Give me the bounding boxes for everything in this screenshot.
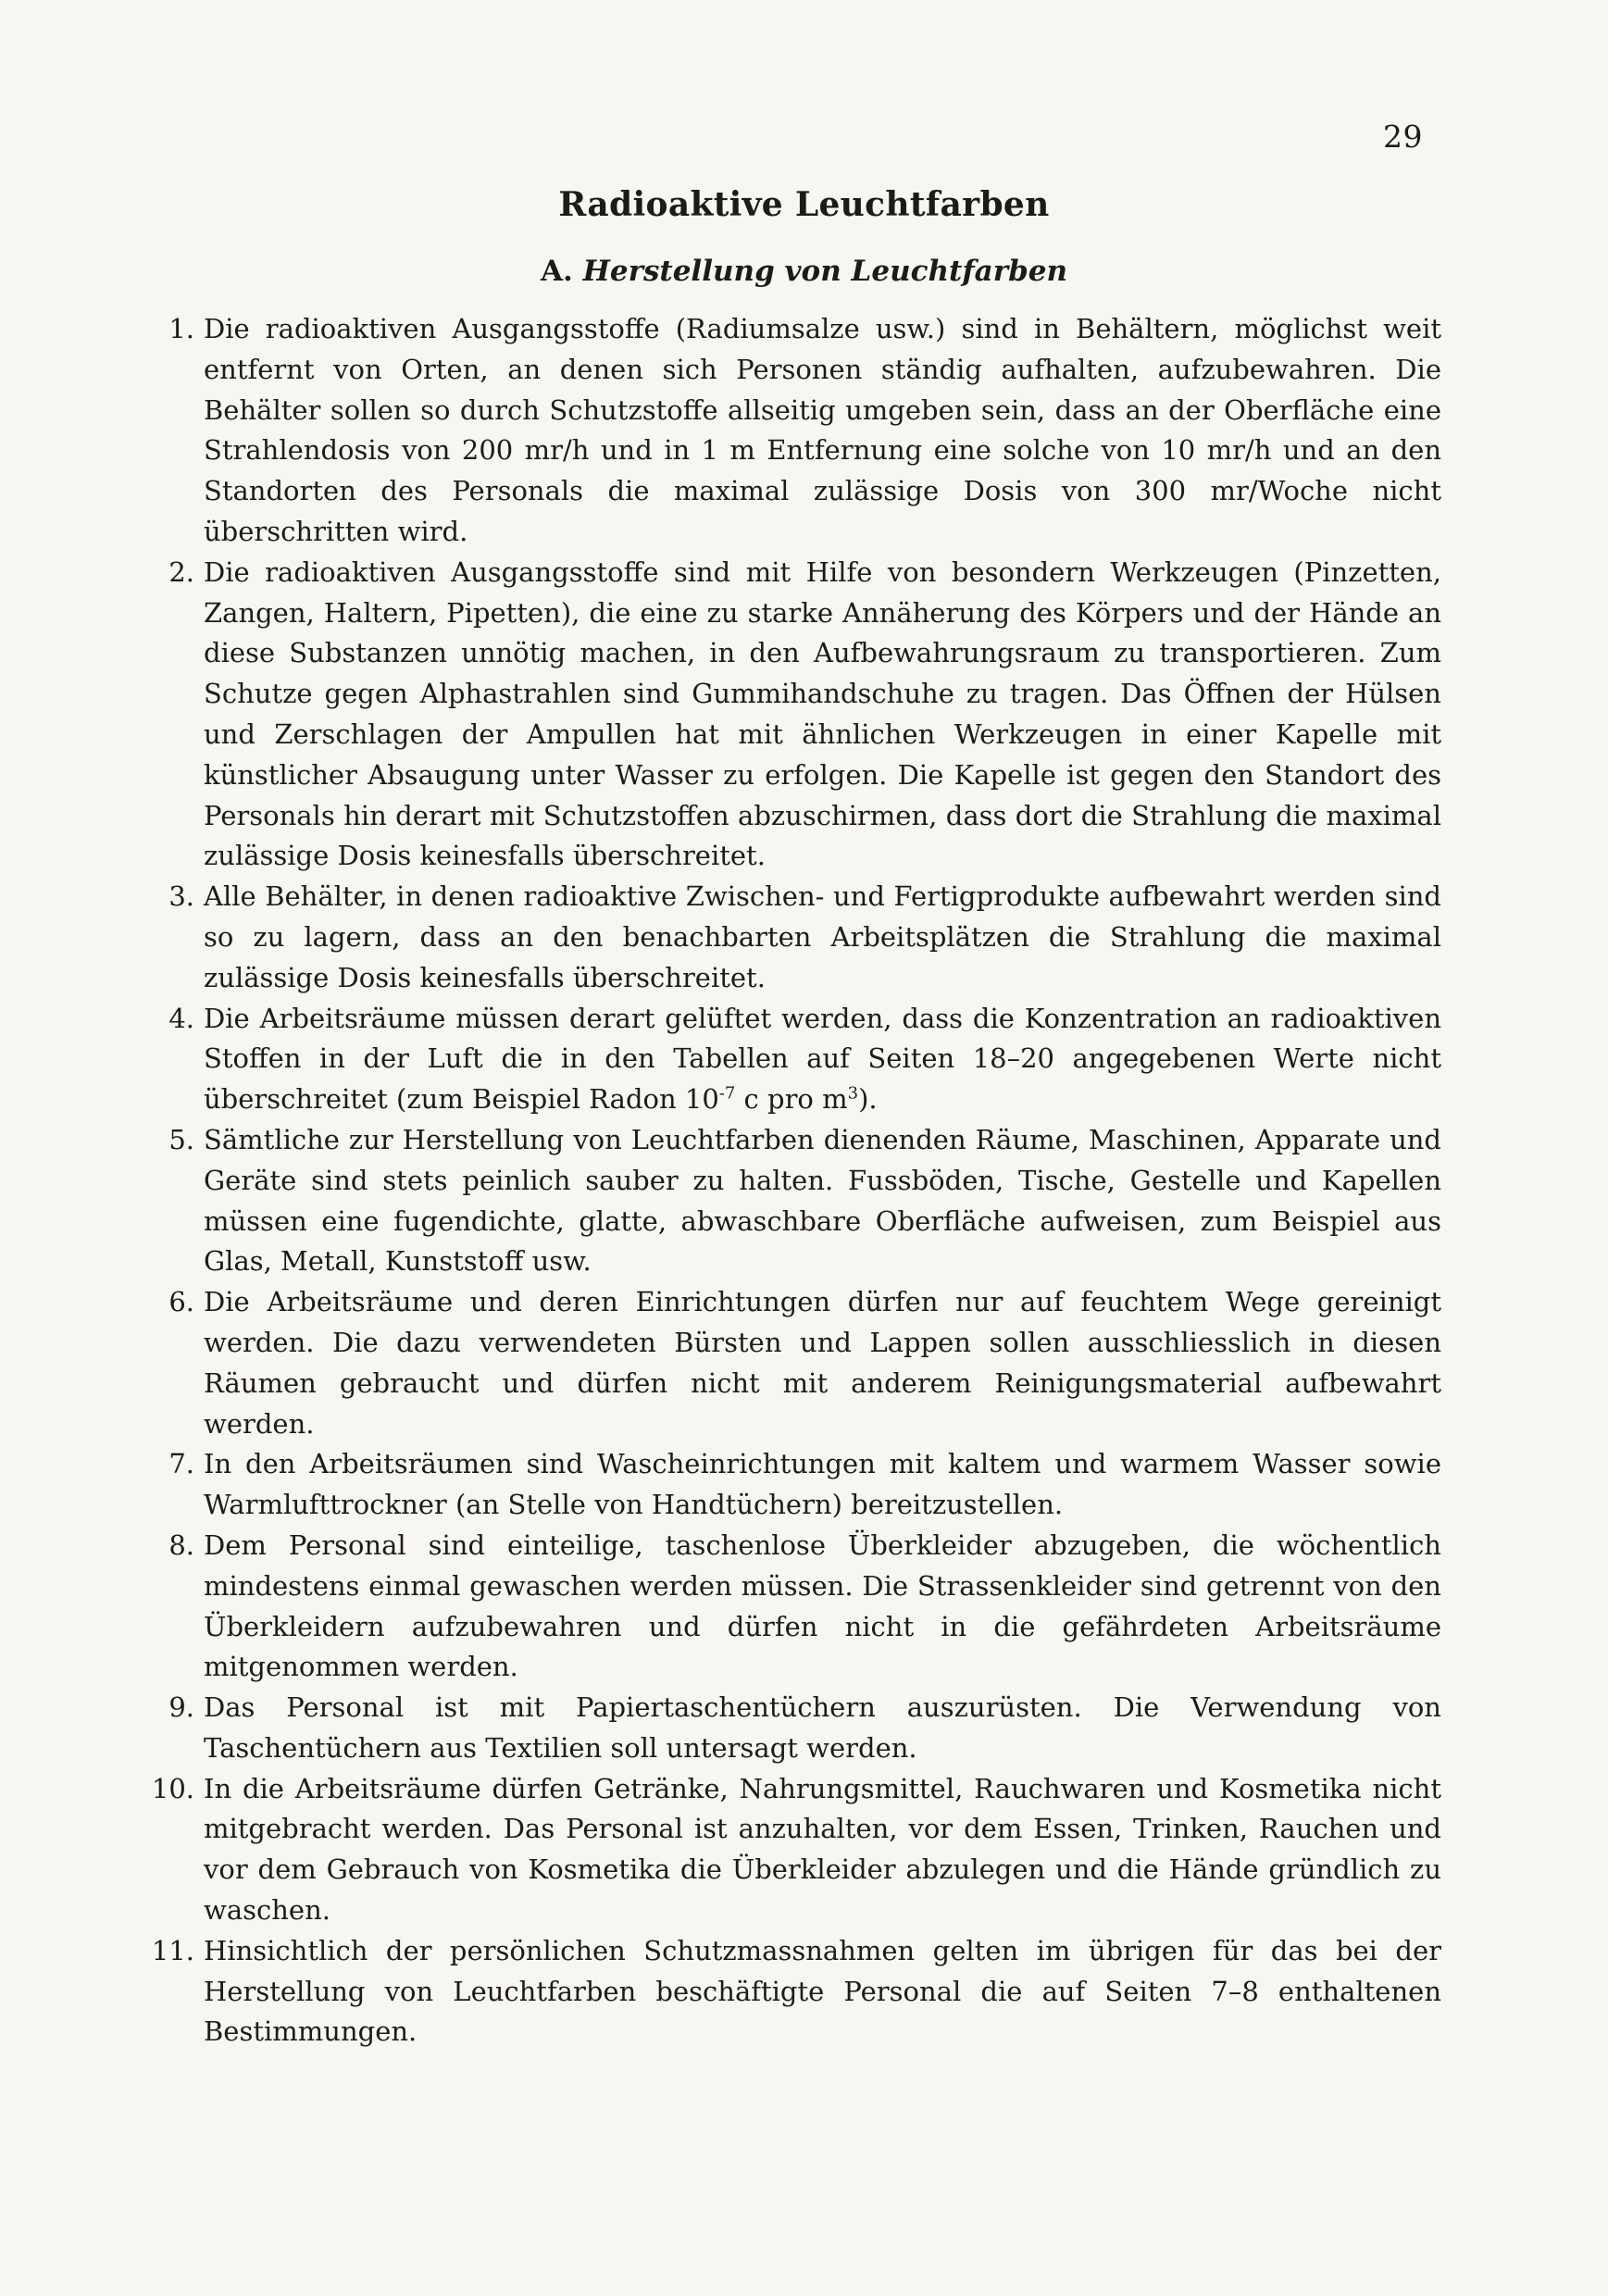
section-subtitle — [0, 255, 1608, 288]
rule-number: 4. — [168, 1002, 194, 1034]
rule-item — [157, 309, 1441, 553]
rules-list — [151, 309, 1441, 2053]
rule-item — [157, 877, 1441, 998]
rule-text: Die radioaktiven Ausgangsstoffe sind mit Hilfe von besondern Werkzeugen (Pinzetten, Zangen, Haltern, Pipetten), die eine zu starke Annäherung des Körpers und der Hände an diese Substanzen unnötig machen, in den Aufbewahrungsraum zu transportieren. Zum Schutze gegen Alphastrahlen sind Gummihandschuhe zu tragen. Das Öffnen der Hülsen und Zerschlagen der Ampullen hat mit ähnlichen Werkzeugen in einer Kapelle mit künstlicher Absaugung unter Wasser zu erfolgen. Die Kapelle ist gegen den Standort des Personals hin derart mit Schutzstoffen abzuschirmen, dass dort die Strahlung die maximal zulässige Dosis keinesfalls überschreitet. — [204, 555, 1441, 872]
page-number: 29 — [1383, 119, 1423, 155]
rule-item — [157, 999, 1441, 1120]
rule-text: Das Personal ist mit Papiertaschentüchern auszurüsten. Die Verwendung von Taschentüchern aus Textilien soll untersagt werden. — [204, 1691, 1441, 1764]
rule-text — [204, 999, 1441, 1120]
rule-text: Die radioaktiven Ausgangsstoffe (Radiumsalze usw.) sind in Behältern, möglichst weit entfernt von Orten, an denen sich Personen ständig aufhalten, aufzubewahren. Die Behälter sollen so durch Schutzstoffe allseitig umgeben sein, dass an der Oberfläche eine Strahlendosis von 200 mr/h und in 1 m Entfernung eine solche von 10 mr/h und an den Standorten des Personals die maximal zulässige Dosis von 300 mr/Woche nicht überschritten wird. — [204, 313, 1441, 547]
rule-text: In den Arbeitsräumen sind Wascheinrichtungen mit kaltem und warmem Wasser sowie Warmlufttrockner (an Stelle von Handtüchern) bereitzustellen. — [204, 1448, 1441, 1521]
exponent: -7 — [718, 1083, 736, 1104]
rule-number: 9. — [168, 1691, 194, 1724]
rule-item — [157, 1282, 1441, 1444]
rule-text: Hinsichtlich der persönlichen Schutzmassnahmen gelten im übrigen für das bei der Herstellung von Leuchtfarben beschäftigte Personal die auf Seiten 7–8 enthaltenen Bestimmungen. — [204, 1934, 1441, 2048]
rule-item — [151, 1931, 1441, 2053]
rule-item — [151, 1769, 1441, 1931]
rule-text-part: c pro m — [735, 1083, 848, 1116]
section-heading: Herstellung von Leuchtfarben — [582, 255, 1068, 288]
rule-number: 3. — [168, 880, 194, 913]
rule-item — [157, 1688, 1441, 1769]
rule-text: Dem Personal sind einteilige, taschenlose Überkleider abzugeben, die wöchentlich mindestens einmal gewaschen werden müssen. Die Strassenkleider sind getrennt von den Überkleidern aufzubewahren und dürfen nicht in die gefährdeten Arbeitsräume mitgenommen werden. — [204, 1529, 1441, 1683]
rule-item — [157, 1120, 1441, 1282]
rule-text-part: ). — [858, 1083, 878, 1116]
rule-item — [157, 1444, 1441, 1526]
rule-number: 5. — [168, 1123, 194, 1155]
rule-item — [157, 553, 1441, 877]
rule-text-part: Die Arbeitsräume müssen derart gelüftet werden, dass die Konzentration an radioaktiven Stoffen in der Luft die in den Tabellen auf Seiten 18–20 angegebenen Werte nicht überschreitet (zum Beispiel Radon 10 — [204, 1002, 1441, 1116]
rule-item — [157, 1526, 1441, 1688]
section-letter: A. — [540, 255, 573, 288]
rule-number: 8. — [168, 1529, 194, 1561]
rule-number: 10. — [151, 1772, 194, 1804]
page-title: Radioaktive Leuchtfarben — [558, 185, 1050, 224]
rule-text: In die Arbeitsräume dürfen Getränke, Nahrungsmittel, Rauchwaren und Kosmetika nicht mitgebracht werden. Das Personal ist anzuhalten, vor dem Essen, Trinken, Rauchen und vor dem Gebrauch von Kosmetika die Überkleider abzulegen und die Hände gründlich zu waschen. — [204, 1772, 1441, 1927]
rule-number: 1. — [168, 313, 194, 344]
exponent: 3 — [847, 1083, 859, 1104]
rule-number: 7. — [168, 1448, 194, 1480]
rule-text: Die Arbeitsräume und deren Einrichtungen dürfen nur auf feuchtem Wege gereinigt werden. Die dazu verwendeten Bürsten und Lappen sollen ausschliesslich in diesen Räumen gebraucht und dürfen nicht mit anderem Reinigungsmaterial aufbewahrt werden. — [204, 1286, 1441, 1440]
rule-number: 6. — [168, 1286, 194, 1318]
rule-number: 11. — [151, 1934, 194, 1966]
rule-text: Alle Behälter, in denen radioaktive Zwischen- und Fertigprodukte aufbewahrt werden sind so zu lagern, dass an den benachbarten Arbeitsplätzen die Strahlung die maximal zulässige Dosis keinesfalls überschreitet. — [204, 880, 1441, 993]
rule-text: Sämtliche zur Herstellung von Leuchtfarben dienenden Räume, Maschinen, Apparate und Geräte sind stets peinlich sauber zu halten. Fussböden, Tische, Gestelle und Kapellen müssen eine fugendichte, glatte, abwaschbare Oberfläche aufweisen, zum Beispiel aus Glas, Metall, Kunststoff usw. — [204, 1123, 1441, 1278]
rule-number: 2. — [168, 555, 194, 588]
